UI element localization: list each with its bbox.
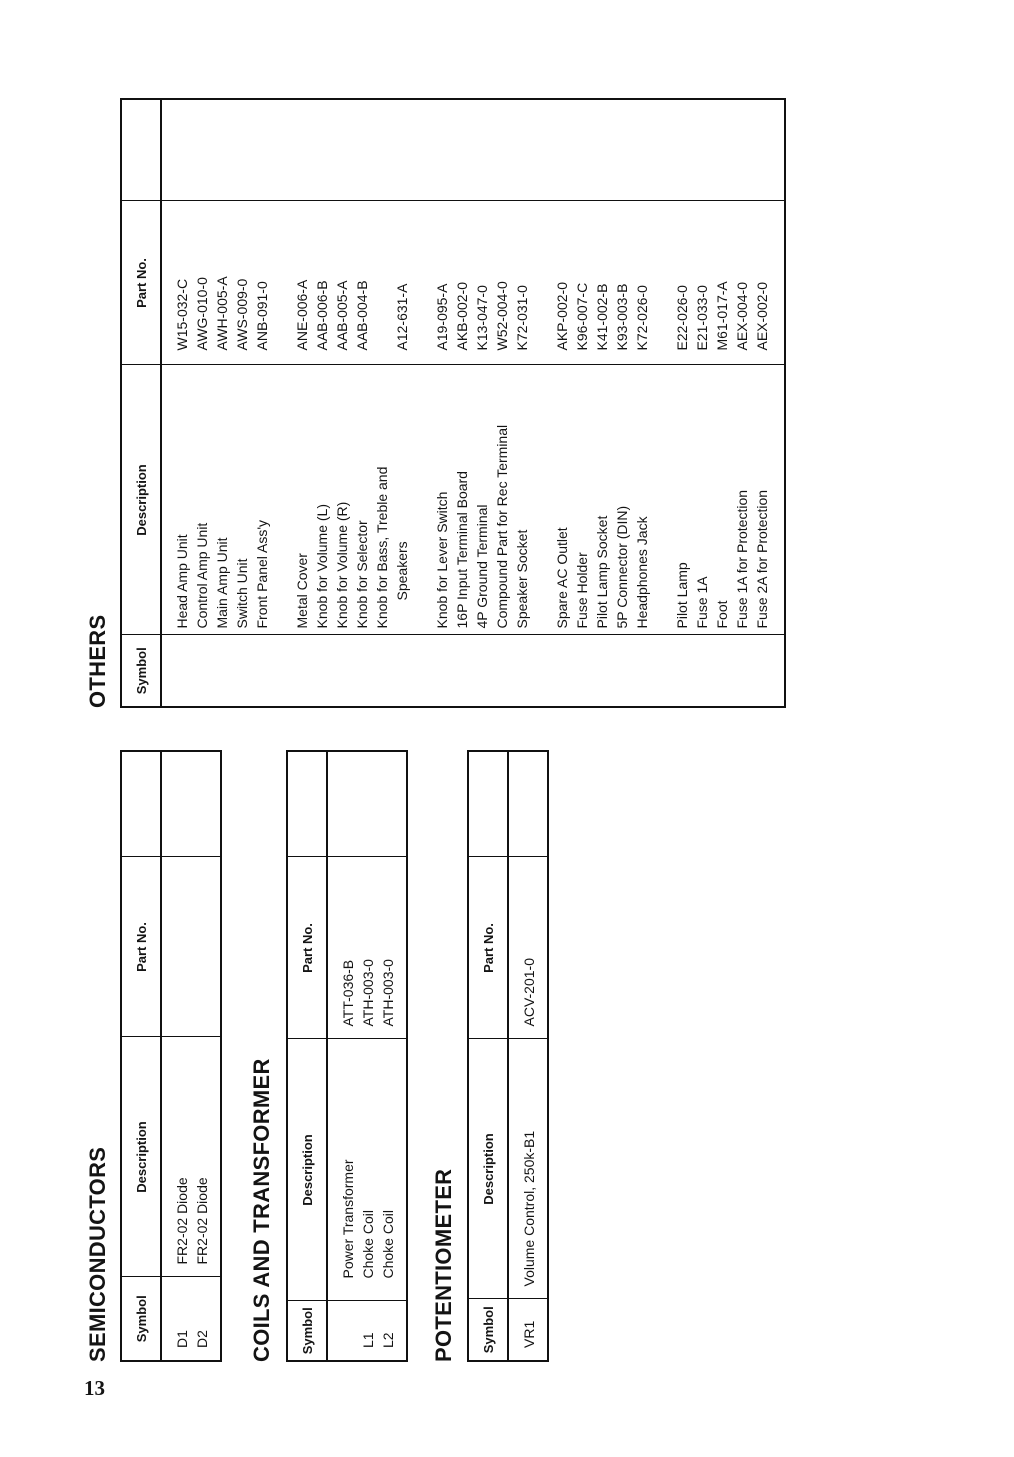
part-no-cell: AWG-010-0: [194, 277, 210, 351]
part-no-cell: E22-026-0: [674, 285, 690, 351]
part-no-cell: A12-631-A: [394, 283, 410, 351]
description-cell: Choke Coil: [360, 1210, 376, 1279]
symbol-header: Symbol: [287, 1301, 327, 1361]
table-header-row: [287, 751, 327, 1361]
description-cell: Pilot Lamp Socket: [594, 515, 610, 629]
description-cell: Knob for Volume (R): [334, 501, 350, 629]
description-cell: Pilot Lamp: [674, 562, 690, 629]
part-no-cell: ATT-036-B: [340, 959, 356, 1027]
part-no-cell: [372, 202, 392, 351]
description-cell: Knob for Volume (L): [314, 503, 330, 629]
potentiometer-heading: POTENTIOMETER: [431, 1168, 456, 1362]
table-row: [161, 751, 221, 1361]
symbol-cell: L1: [360, 1332, 376, 1348]
potentiometer-table: [467, 750, 549, 1362]
symbol-header: Symbol: [121, 1277, 161, 1361]
part-no-header: Part No.: [468, 857, 508, 1039]
description-cell: Compound Part for Rec Terminal: [494, 424, 510, 629]
description-header: Description: [287, 1039, 327, 1301]
description-cell: Control Amp Unit: [194, 522, 210, 629]
part-no-cell: K93-003-B: [614, 283, 630, 351]
part-no-cell: AAB-004-B: [354, 280, 370, 351]
description-cell: 16P Input Terminal Board: [454, 471, 470, 629]
part-no-cell: K96-007-C: [574, 282, 590, 351]
part-no-cell: W52-004-0: [494, 281, 510, 351]
part-no-cell: E21-033-0: [694, 285, 710, 351]
description-cell: Fuse 2A for Protection: [754, 489, 770, 629]
part-no-cell: AEX-004-0: [734, 282, 750, 351]
description-cell: Switch Unit: [234, 558, 250, 629]
description-cell: FR2-02 Diode: [174, 1177, 190, 1265]
description-header: Description: [121, 1037, 161, 1277]
description-cell: Knob for Selector: [354, 520, 370, 629]
part-no-cell: AKP-002-0: [554, 282, 570, 351]
table-row: [508, 751, 548, 1361]
description-cell: Fuse 1A for Protection: [734, 489, 750, 629]
semiconductors-heading: SEMICONDUCTORS: [85, 1146, 110, 1362]
symbol-cell: D2: [194, 1330, 210, 1348]
others-table: [120, 98, 786, 708]
description-cell: Main Amp Unit: [214, 537, 230, 629]
symbol-cell: L2: [380, 1332, 396, 1348]
semiconductors-table: [120, 750, 222, 1362]
description-header: Description: [121, 365, 161, 635]
part-no-cell: K41-002-B: [594, 283, 610, 351]
part-no-cell: K72-031-0: [514, 285, 530, 351]
description-cell: Fuse Holder: [574, 552, 590, 629]
table-header-row: [121, 751, 161, 1361]
table-header-row: [121, 99, 161, 707]
part-no-header: Part No.: [121, 201, 161, 365]
symbol-cell: VR1: [521, 1320, 537, 1348]
symbol-cell: D1: [174, 1330, 190, 1348]
part-no-cell: A19-095-A: [434, 283, 450, 351]
part-no-cell: K13-047-0: [474, 285, 490, 351]
part-no-cell: ANB-091-0: [254, 281, 270, 351]
part-no-cell: W15-032-C: [174, 278, 190, 351]
page-number: 13: [84, 1376, 105, 1400]
others-heading: OTHERS: [85, 614, 110, 708]
semiconductors-section: [120, 750, 222, 1362]
part-no-header: Part No.: [287, 857, 327, 1039]
part-no-cell: ATH-003-0: [380, 959, 396, 1027]
description-cell: Speakers: [394, 541, 410, 601]
blank-header: [287, 751, 327, 857]
symbol-cell: [338, 1302, 358, 1349]
description-cell: Headphones Jack: [634, 516, 650, 629]
description-cell: 5P Connector (DIN): [614, 505, 630, 629]
coils-section: [286, 750, 408, 1362]
part-no-cell: ACV-201-0: [521, 958, 537, 1027]
blank-header: [121, 751, 161, 857]
part-no-cell: AAB-005-A: [334, 280, 350, 351]
description-cell: Knob for Bass, Treble and: [374, 466, 390, 629]
description-cell: Knob for Lever Switch: [434, 491, 450, 629]
part-no-header: Part No.: [121, 857, 161, 1037]
description-cell: Metal Cover: [294, 553, 310, 629]
part-no-cell: ANE-006-A: [294, 279, 310, 351]
table-header-row: [468, 751, 508, 1361]
description-cell: Front Panel Ass'y: [254, 520, 270, 629]
others-section: [120, 98, 786, 708]
part-no-cell: AWH-005-A: [214, 276, 230, 351]
table-row: [161, 99, 785, 707]
coils-heading: COILS AND TRANSFORMER: [249, 1058, 274, 1362]
description-cell: FR2-02 Diode: [194, 1177, 210, 1265]
part-no-cell: K72-026-0: [634, 285, 650, 351]
part-no-cell: AKB-002-0: [454, 282, 470, 351]
potentiometer-section: [467, 750, 549, 1362]
part-no-cell: AEX-002-0: [754, 282, 770, 351]
part-no-cell: M61-017-A: [714, 281, 730, 351]
description-cell: Fuse 1A: [694, 576, 710, 629]
description-cell: 4P Ground Terminal: [474, 504, 490, 629]
description-cell: Foot: [714, 600, 730, 629]
blank-header: [121, 99, 161, 201]
blank-header: [468, 751, 508, 857]
description-cell: Spare AC Outlet: [554, 527, 570, 629]
description-header: Description: [468, 1039, 508, 1299]
coils-table: [286, 750, 408, 1362]
symbol-header: Symbol: [121, 635, 161, 707]
table-row: [327, 751, 407, 1361]
part-no-cell: AWS-009-0: [234, 278, 250, 351]
description-cell: Head Amp Unit: [174, 534, 190, 629]
description-cell: Choke Coil: [380, 1210, 396, 1279]
description-cell: Power Transformer: [340, 1159, 356, 1279]
part-no-cell: ATH-003-0: [360, 959, 376, 1027]
part-no-cell: AAB-006-B: [314, 280, 330, 351]
description-cell: Speaker Socket: [514, 529, 530, 629]
description-cell: Volume Control, 250k-B1: [521, 1130, 537, 1287]
symbol-header: Symbol: [468, 1299, 508, 1361]
